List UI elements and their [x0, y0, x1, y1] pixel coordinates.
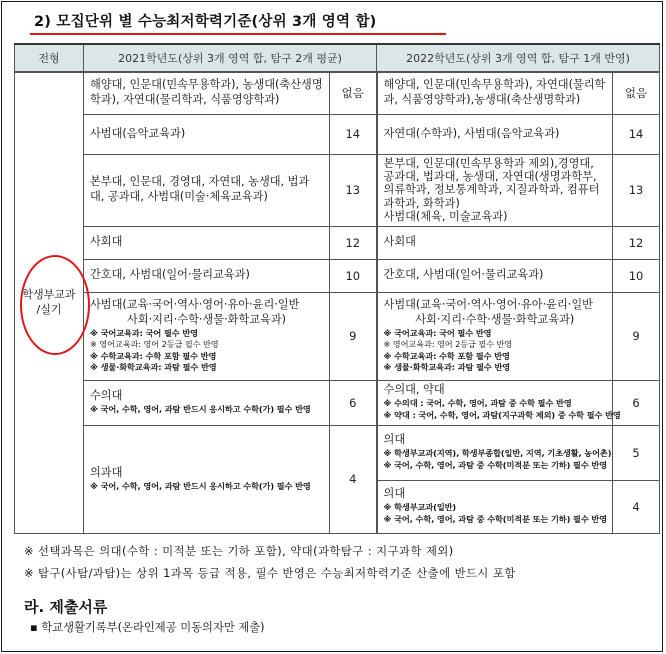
score-2021: 10 [330, 259, 377, 292]
table-row [15, 425, 660, 480]
table-row [15, 292, 660, 380]
note-2021-english: ※ 영어교육과: 영어 2등급 필수 반영 [90, 339, 219, 350]
requirements-table [14, 43, 660, 534]
note-2022-track: ※ 학생부교과(지역), 학생부종합(일반, 지역, 기초생활, 농어촌) [383, 448, 612, 459]
univ-2021-line-1: 사범대(교육·국어·역사·영어·유아·윤리·일반 [90, 297, 300, 311]
univ-2021: 간호대, 사범대(일어·물리교육과) [84, 259, 330, 292]
univ-2021 [84, 380, 330, 425]
score-2022: 10 [613, 259, 660, 292]
note-2022-english: ※ 영어교육과: 영어 2등급 필수 반영 [383, 339, 513, 350]
univ-2022-education: 사범대(체육, 미술교육과) [383, 209, 508, 223]
univ-2021: 사회대 [84, 226, 330, 259]
header-2022: 2022학년도(상위 3개 영역 합, 탐구 1개 반영) [377, 44, 660, 72]
univ-2022-line-2: 사회·지리·수학·생물·화학교육과) [415, 312, 575, 326]
footnote-elective: ※ 선택과목은 의대(수학 : 미적분 또는 기하 포함), 약대(과학탐구 : 지구과학 제외) [24, 545, 454, 558]
score-2021: 14 [330, 114, 377, 154]
table-row [15, 226, 660, 259]
note-2022-vet: ※ 수의대 : 국어, 수학, 영어, 과탐 중 수학 필수 반영 [383, 398, 572, 409]
univ-2021 [84, 292, 330, 380]
score-2021: 4 [330, 425, 377, 533]
score-2022: 14 [613, 114, 660, 154]
table-row [15, 154, 660, 226]
univ-2022: 해양대, 인문대(민속무용학과), 자연대(물리학과, 식품영양학과),농생대(축산생명학과) [377, 72, 613, 114]
univ-2022: 자연대(수학과), 사범대(음악교육과) [377, 114, 613, 154]
score-2022: 5 [613, 425, 660, 480]
score-2022: 9 [613, 292, 660, 380]
note-2021-korean: ※ 국어교육과: 국어 필수 반영 [90, 327, 198, 338]
section-heading: 2) 모집단위 별 수능최저학력기준(상위 3개 영역 합) [34, 14, 377, 30]
univ-2022: 사회대 [377, 226, 613, 259]
univ-2022-line-1: 사범대(교육·국어·역사·영어·유아·윤리·일반 [383, 297, 593, 311]
header-category: 전형 [15, 44, 84, 72]
category-line-1: 학생부교과 [22, 287, 76, 301]
univ-2022 [377, 380, 621, 425]
univ-2022-name: 의대 [383, 433, 406, 447]
table-row [15, 114, 660, 154]
section-title-documents: 라. 제출서류 [24, 598, 108, 616]
univ-2021-name: 의과대 [90, 465, 123, 479]
score-2021: 12 [330, 226, 377, 259]
note-2022-science: ※ 생물·화학교육과: 과탐 필수 반영 [383, 362, 511, 373]
table-row [15, 259, 660, 292]
score-2021: 13 [330, 154, 377, 226]
note-2022-korean: ※ 국어교육과: 국어 필수 반영 [383, 327, 492, 338]
score-2022: 12 [613, 226, 660, 259]
score-2022: 6 [613, 380, 660, 425]
score-2021: 없음 [330, 72, 377, 114]
note-2022-math: ※ 수학교육과: 수학 포함 필수 반영 [383, 350, 510, 361]
score-2021: 9 [330, 292, 377, 380]
univ-2022 [377, 425, 613, 480]
category-circle-annotation [20, 255, 90, 355]
category-line-2: /실기 [36, 302, 62, 316]
note-2022-subjects: ※ 국어, 수학, 영어, 과탐 중 수학(미적분 또는 기하) 필수 반영 [383, 513, 607, 524]
univ-2022 [377, 292, 613, 380]
univ-2022-name: 수의대, 약대 [383, 383, 445, 397]
univ-2021 [84, 425, 330, 533]
note-2021: ※ 국어, 수학, 영어, 과탐 반드시 응시하고 수학(가) 필수 반영 [90, 480, 311, 491]
note-2022-subjects: ※ 국어, 수학, 영어, 과탐 중 수학(미적분 또는 기하) 필수 반영 [383, 459, 607, 470]
score-2022: 4 [613, 480, 660, 533]
univ-2021-name: 수의대 [90, 389, 123, 403]
univ-2021-line-2: 사회·지리·수학·생물·화학교육과) [126, 312, 287, 326]
note-2021: ※ 국어, 수학, 영어, 과탐 반드시 응시하고 수학(가) 필수 반영 [90, 404, 311, 415]
table-header-row [15, 44, 660, 72]
univ-2021: 해양대, 인문대(민속무용학과), 농생대(축산생명학과), 자연대(물리학과, 식품영양학과) [84, 72, 330, 114]
header-2021: 2021학년도(상위 3개 영역 합, 탐구 2개 평균) [84, 44, 377, 72]
univ-2022: 간호대, 사범대(일어·물리교육과) [377, 259, 613, 292]
table-row [15, 380, 660, 425]
footnote-inquiry: ※ 탐구(사탐/과탐)는 상위 1과목 등급 적용, 필수 반영은 수능최저학력기준 산출에 반드시 포함 [24, 567, 516, 580]
note-2022-pharmacy: ※ 약대 : 국어, 수학, 영어, 과탐(지구과학 제외) 중 수학 필수 반영 [383, 409, 621, 420]
score-2022: 13 [613, 154, 660, 226]
score-2022: 없음 [613, 72, 660, 114]
heading-underline-annotation [30, 33, 446, 35]
univ-2021: 본부대, 인문대, 경영대, 자연대, 농생대, 법과대, 공과대, 사범대(미술·체육교육과) [84, 154, 330, 226]
univ-2022-name: 의대 [383, 487, 406, 501]
univ-2022-list: 본부대, 인문대(민속무용학과 제외),경영대, 공과대, 법과대, 농생대, 자연대(생명과학부, 의류학과, 정보통계학과, 지질과학과, 컴퓨터과학과, 화학과) [383, 156, 600, 210]
univ-2021: 사범대(음악교육과) [84, 114, 330, 154]
note-2021-math: ※ 수학교육과: 수학 포함 필수 반영 [90, 350, 217, 361]
univ-2022 [377, 480, 613, 533]
note-2021-science: ※ 생물·화학교육과: 과탐 필수 반영 [90, 362, 217, 373]
note-2022-track: ※ 학생부교과(일반) [383, 502, 457, 513]
table-row [15, 72, 660, 114]
score-2021: 6 [330, 380, 377, 425]
univ-2022 [377, 154, 613, 226]
document-list-item: ▪ 학교생활기록부(온라인제공 미동의자만 제출) [30, 621, 265, 634]
